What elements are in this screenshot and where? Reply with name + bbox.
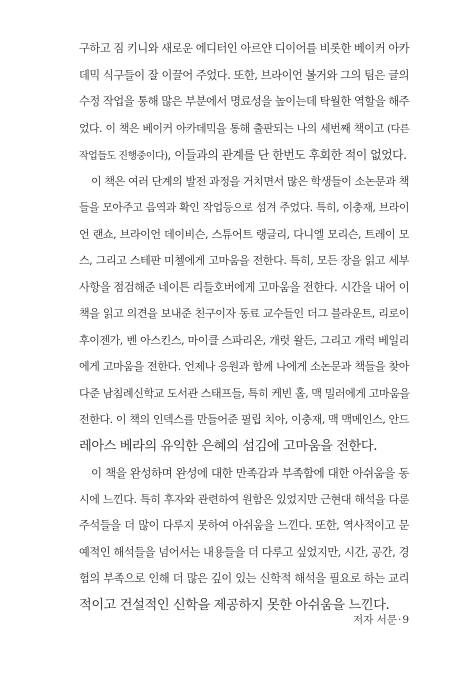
text-line: 수정 작업을 통해 많은 부분에서 명료성을 높이는데 탁월한 역할을 해주 [79, 95, 410, 108]
running-footer-section: 저자 서문 [353, 614, 397, 626]
text-line: 데믹 식구들이 잘 이끌어 주었다. 또한, 브라이언 볼거와 그의 팀은 글의 [79, 68, 409, 82]
text-line: 에게 고마움을 전한다. 언제나 응원과 함께 나에게 소논문과 책들을 찾아 [79, 360, 409, 373]
text-line: 전한다. 이 책의 인덱스를 만들어준 필립 치아, 이충재, 맥 맥메인스, 안드 [79, 413, 409, 426]
text-line: 험의 부족으로 인해 더 많은 깊이 있는 신학적 해석을 필요로 하는 교리 [79, 572, 409, 585]
text-line [79, 142, 409, 169]
text-line: 다준 남침례신학교 도서관 스태프들, 특히 케빈 홀, 맥 밀러에게 고마움을 [79, 386, 410, 400]
text-line [79, 116, 409, 143]
text-line: 구하고 짐 키니와 새로운 에디터인 아르얀 디이어를 비롯한 베이커 아카 [79, 42, 410, 55]
page-footer [353, 612, 409, 627]
paragraph-last-line: 적이고 건설적인 신학을 제공하지 못한 아쉬움을 느낀다. [79, 597, 390, 613]
parenthetical-note: (다른 [387, 123, 409, 135]
text-line: 시에 느낀다. 특히 후자와 관련하여 원함은 있었지만 근현대 해석을 다룬 [79, 492, 409, 506]
text-line: 후이젠가, 벤 아스킨스, 마이클 스파리온, 개럿 왈든, 그리고 개럭 베일리 [79, 333, 409, 347]
text-line: 책을 읽고 의견을 보내준 친구이자 동료 교수들인 더그 블라운트, 리로이 [79, 307, 409, 320]
text-line: 사항을 점검해준 네이튼 리들호버에게 고마움을 전한다. 시간을 내어 이 [79, 280, 410, 294]
paragraph-first-line: 이 책은 여러 단계의 발전 과정을 거치면서 많은 학생들이 소논문과 책 [91, 174, 409, 188]
page-number: 9 [402, 614, 409, 626]
text-line: 들을 모아주고 음역과 확인 작업등으로 섬겨 주었다. 특히, 이충재, 브라이 [79, 201, 409, 214]
body-text [79, 36, 409, 619]
text-line: 언 랜쇼, 브라이언 데이비슨, 스튜어트 랭글리, 다니엘 모리슨, 트레이 모 [79, 227, 409, 241]
paragraph-last-line: 레아스 베라의 유익한 은혜의 섬김에 고마움을 전한다. [79, 438, 378, 454]
text-segment: , 이들과의 관계를 단 한번도 후회한 적이 없었다. [167, 148, 407, 162]
footer-separator: · [397, 614, 402, 626]
text-line: 주석들을 더 많이 다루지 못하여 아쉬움을 느낀다. 또한, 역사적이고 문 [79, 519, 409, 532]
paragraph-first-line: 이 책을 완성하며 완성에 대한 만족감과 부족함에 대한 아쉬움을 동 [91, 466, 409, 480]
text-segment: 었다. 이 책은 베이커 아카데믹을 통해 출판되는 나의 세번째 책이고 [79, 121, 384, 135]
text-line: 스, 그리고 스테판 미첼에게 고마움을 전한다. 특히, 모든 장을 읽고 세부 [79, 254, 409, 267]
parenthetical-note: 작업들도 진행중이다) [79, 151, 168, 162]
text-line: 예적인 해석들을 넘어서는 내용들을 더 다루고 싶었지만, 시간, 공간, 경 [79, 545, 409, 559]
